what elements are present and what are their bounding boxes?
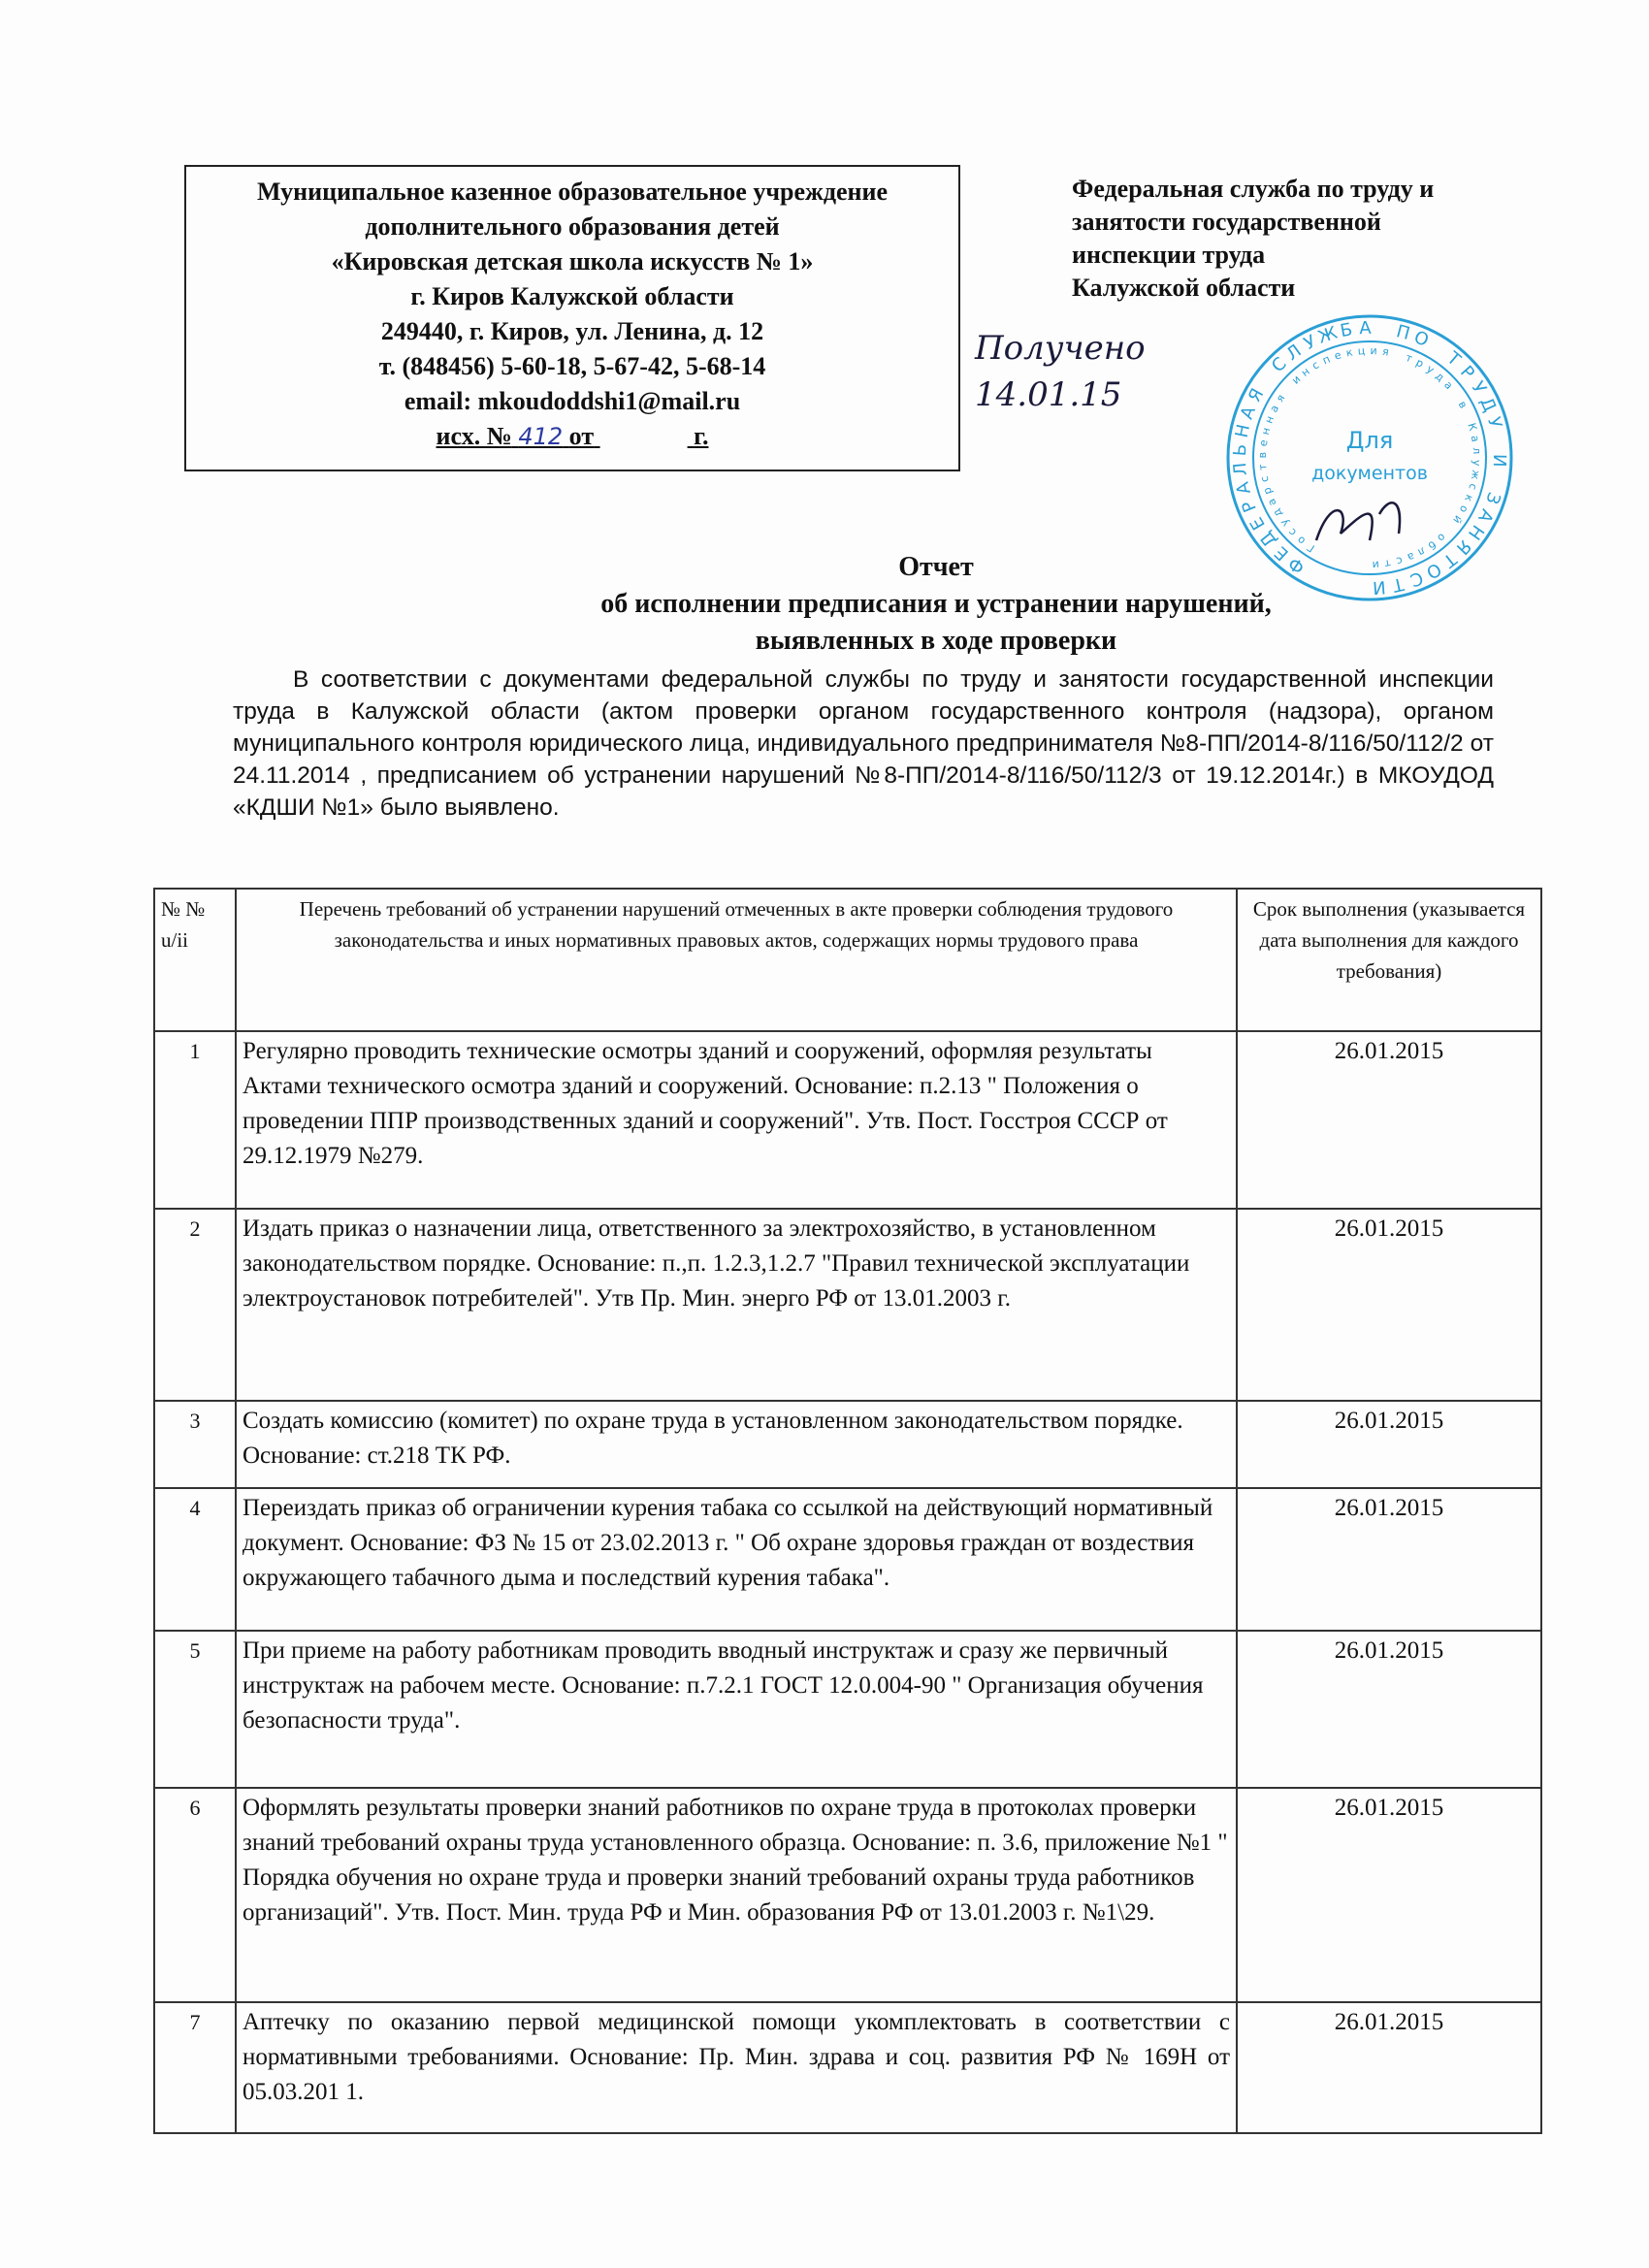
stamp-ring-glyph: с	[1395, 553, 1405, 568]
row-deadline: 26.01.2015	[1237, 1631, 1541, 1788]
row-deadline: 26.01.2015	[1237, 1031, 1541, 1209]
stamp-ring-glyph: д	[1433, 370, 1447, 384]
stamp-ring-glyph: У	[1301, 331, 1320, 355]
row-deadline: 26.01.2015	[1237, 1401, 1541, 1488]
row-requirement: Переиздать приказ об ограничении курения табака со ссылкой на действующий нормативный документ. Основание: ФЗ № 15 от 23.02.2013 г. " Об охране здоровья граждан от воздествия окружающего табачного дыма и последствий курения табака".	[236, 1488, 1237, 1631]
stamp-ring-glyph: С	[1406, 567, 1426, 591]
row-requirement: При приеме на работу работникам проводить вводный инструктаж и сразу же первичный инструктаж на рабочем месте. Основание: п.7.2.1 ГОСТ 12.0.004-90 " Организация обучения безопасности труда".	[236, 1631, 1237, 1788]
row-requirement: Издать приказ о назначении лица, ответственного за электрохозяйство, в установленном законодательством порядке. Основание: п.,п. 1.2.3,1.2.7 "Правил технической эксплуатации электроустановок потребителей". Утв Пр. Мин. энерго РФ от 13.01.2003 г.	[236, 1209, 1237, 1401]
row-number: 7	[154, 2002, 236, 2133]
stamp-ring-glyph: п	[1320, 352, 1333, 368]
stamp-ring-glyph: о	[1456, 502, 1471, 515]
recipient-line: Федеральная служба по труду и	[1072, 175, 1435, 203]
stamp-ring-glyph: Н	[1231, 422, 1255, 440]
table-row	[154, 1401, 1541, 1488]
stamp-ring-glyph: Е	[1271, 541, 1293, 565]
stamp-ring-glyph: у	[1424, 362, 1437, 377]
stamp-ring-glyph: с	[1285, 525, 1300, 539]
stamp-ring-glyph: у	[1470, 459, 1484, 467]
title-line-1: Отчет	[898, 552, 974, 582]
stamp-ring-glyph: Л	[1229, 461, 1252, 477]
row-number: 6	[154, 1788, 236, 2002]
handwritten-signature	[1316, 502, 1400, 540]
table-row	[154, 1788, 1541, 2002]
stamp-ring-glyph: у	[1277, 516, 1292, 530]
row-number: 3	[154, 1401, 236, 1488]
table-row	[154, 1209, 1541, 1401]
row-deadline: 26.01.2015	[1237, 1788, 1541, 2002]
intro-paragraph: В соответствии с документами федеральной службы по труду и занятости государственной инспекции труда в Калужской области (актом проверки органом государственного контроля (надзора), органом муниципального контроля юридического лица, индивидуального предпринимателя №8-ПП/2014-8/116/50/112/2 от 24.11.2014 , предписанием об устранении нарушений №8-ПП/2014-8/116/50/112/3 от 19.12.2014г.) в МКОУДОД «КДШИ №1» было выявлено.	[233, 666, 1494, 821]
stamp-ring-glyph: Р	[1238, 497, 1261, 515]
row-requirement: Аптечку по оказанию первой медицинской помощи укомплектовать в соответствии с нормативными требованиями. Основание: Пр. Мин. здрава и соц. развития РФ № 169Н от 05.03.201 1.	[236, 2002, 1237, 2133]
header-deadline: Срок выполнения (указывается дата выполнения для каждого требования)	[1237, 889, 1541, 1031]
row-requirement: Регулярно проводить технические осмотры зданий и сооружений, оформляя результаты Актами технического осмотра зданий и сооружений. Основание: п.2.13 " Положения о проведении ППР производственных зданий и сооружений". Утв. Пост. Госстроя СССР от 29.12.1979 №279.	[236, 1031, 1237, 1209]
stamp-ring-glyph: О	[1422, 558, 1445, 583]
stamp-ring-glyph: и	[1372, 558, 1380, 571]
table-row	[154, 2002, 1541, 2133]
stamp-ring-glyph: н	[1299, 365, 1312, 379]
outgoing-number-line	[186, 419, 958, 454]
outgoing-year-suffix: г.	[694, 422, 709, 450]
header-requirements: Перечень требований об устранении нарушений отмеченных в акте проверки соблюдения трудового законодательства и иных нормативных правовых актов, содержащих нормы трудового права	[236, 889, 1237, 1031]
sender-line: г. Киров Калужской области	[410, 282, 734, 310]
stamp-ring-glyph: л	[1415, 544, 1428, 559]
stamp-ring-glyph: а	[1441, 378, 1456, 393]
sender-line: дополнительного образования детей	[365, 212, 780, 241]
stamp-ring-glyph: к	[1344, 345, 1354, 360]
row-requirement: Оформлять результаты проверки знаний работников по охране труда в протоколах проверки знаний требований охраны труда установленного образца. Основание: п. 3.6, приложение №1 " Порядка обучения но охране труда и проверки знаний требований охраны труда работников организаций". Утв. Пост. Мин. труда РФ и Мин. образования РФ от 13.01.2003 г. №1\29.	[236, 1788, 1237, 2002]
stamp-ring-glyph: к	[1462, 492, 1476, 504]
stamp-ring-glyph: т	[1383, 556, 1392, 570]
row-number: 5	[154, 1631, 236, 1788]
stamp-ring-glyph: ц	[1357, 344, 1366, 358]
stamp-ring-glyph: Д	[1475, 394, 1501, 415]
stamp-ring-glyph: с	[1257, 474, 1272, 484]
row-number: 1	[154, 1031, 236, 1209]
stamp-ring-glyph: К	[1465, 421, 1480, 433]
stamp-ring-glyph: о	[1294, 533, 1309, 548]
row-number: 4	[154, 1488, 236, 1631]
row-deadline: 26.01.2015	[1237, 1209, 1541, 1401]
stamp-ring-glyph: в	[1255, 451, 1270, 459]
recipient-line: Калужской области	[1072, 274, 1296, 302]
stamp-ring-glyph: Ф	[1284, 552, 1310, 578]
stamp-ring-glyph: О	[1410, 327, 1432, 351]
row-deadline: 26.01.2015	[1237, 2002, 1541, 2133]
stamp-ring-glyph: а	[1405, 549, 1417, 565]
table-row	[154, 1631, 1541, 1788]
stamp-ring-glyph: и	[1370, 343, 1377, 358]
stamp-ring-glyph: Ь	[1229, 443, 1251, 457]
stamp-ring-glyph: о	[1435, 530, 1448, 545]
stamp-center-text-2: документов	[1311, 463, 1428, 484]
sender-email: email: mkoudoddshi1@mail.ru	[404, 387, 741, 415]
header-number: № № u/ii	[154, 889, 236, 1031]
stamp-ring-glyph: н	[1262, 413, 1277, 426]
row-number: 2	[154, 1209, 236, 1401]
stamp-ring-glyph: П	[1394, 321, 1412, 344]
stamp-ring-glyph: У	[1467, 377, 1491, 399]
outgoing-prefix: исх. №	[436, 422, 512, 450]
stamp-ring-glyph: е	[1256, 438, 1271, 447]
handwritten-received: Получено	[975, 329, 1146, 368]
stamp-ring-glyph: т	[1404, 350, 1414, 366]
stamp-ring-glyph: Р	[1455, 362, 1478, 384]
stamp-ring-glyph: а	[1265, 496, 1279, 508]
handwritten-date: 14.01.15	[975, 375, 1122, 414]
stamp-ring-glyph: Г	[1305, 540, 1317, 555]
handwritten-receipt-note	[975, 325, 1217, 418]
stamp-ring-glyph: Я	[1244, 385, 1269, 406]
sender-letterhead-box	[184, 165, 960, 471]
stamp-ring-glyph: й	[1450, 512, 1465, 527]
stamp-ring-glyph: А	[1232, 479, 1255, 497]
stamp-ring-glyph: б	[1425, 537, 1439, 553]
title-line-2: об исполнении предписания и устранении нарушений,	[600, 589, 1272, 619]
stamp-ring-glyph: Я	[1451, 535, 1475, 559]
stamp-ring-glyph: Л	[1282, 340, 1306, 366]
stamp-ring-glyph: Т	[1442, 347, 1465, 371]
report-title	[0, 549, 1649, 660]
stamp-ring-glyph: У	[1482, 414, 1506, 431]
outgoing-from: от	[568, 422, 595, 450]
stamp-ring-glyph: т	[1256, 463, 1270, 471]
stamp-center-text-1: Для	[1345, 427, 1394, 454]
sender-line: «Кировская детская школа искусств № 1»	[331, 247, 814, 275]
stamp-ring-glyph: Е	[1245, 513, 1270, 534]
recipient-line: занятости государственной	[1072, 208, 1381, 236]
stamp-ring-glyph: с	[1310, 358, 1322, 373]
row-deadline: 26.01.2015	[1237, 1488, 1541, 1631]
stamp-ring-glyph: Т	[1390, 572, 1406, 596]
stamp-ring-glyph: а	[1468, 434, 1482, 443]
table-row	[154, 1488, 1541, 1631]
stamp-ring-glyph: д	[1270, 506, 1285, 520]
stamp-ring-glyph: З	[1481, 489, 1504, 507]
table-row	[154, 1031, 1541, 1209]
stamp-ring-glyph: А	[1358, 317, 1372, 340]
stamp-ring-glyph: е	[1332, 348, 1343, 363]
requirements-table	[153, 888, 1542, 2134]
stamp-ring-glyph: н	[1258, 426, 1274, 437]
stamp-ring-glyph: Н	[1463, 521, 1488, 544]
stamp-ring-glyph: Д	[1256, 527, 1281, 551]
stamp-ring-glyph: ж	[1468, 469, 1483, 481]
sender-line: т. (848456) 5-60-18, 5-67-42, 5-68-14	[378, 352, 766, 380]
stamp-ring-glyph: А	[1236, 404, 1260, 422]
stamp-ring-glyph: Ж	[1315, 322, 1341, 348]
outgoing-number-handwritten: 412	[518, 423, 564, 450]
row-requirement: Создать комиссию (комитет) по охране труда в установленном законодательством порядке. Основание: ст.218 ТК РФ.	[236, 1401, 1237, 1488]
recipient-line: инспекции труда	[1072, 241, 1266, 269]
stamp-ring-glyph: А	[1473, 505, 1498, 526]
stamp-ring-glyph: я	[1273, 392, 1288, 405]
stamp-ring-glyph: и	[1289, 373, 1304, 387]
stamp-ring-glyph: И	[1372, 576, 1387, 599]
stamp-ring-glyph: р	[1413, 355, 1426, 371]
stamp-ring-glyph: а	[1267, 403, 1282, 415]
stamp-ring-glyph: с	[1466, 482, 1480, 492]
stamp-ring-glyph: в	[1455, 399, 1471, 411]
sender-line: Муниципальное казенное образовательное учреждение	[256, 178, 889, 206]
stamp-ring-glyph: С	[1268, 353, 1291, 377]
title-line-3: выявленных в ходе проверки	[755, 626, 1117, 656]
stamp-ring-glyph: Б	[1338, 319, 1354, 342]
stamp-ring-glyph: л	[1470, 446, 1484, 455]
stamp-ring-glyph: я	[1381, 344, 1390, 359]
recipient-block	[1072, 173, 1434, 305]
stamp-ring-glyph: Т	[1439, 548, 1461, 571]
stamp-ring-glyph: р	[1260, 485, 1276, 497]
sender-line: 249440, г. Киров, ул. Ленина, д. 12	[380, 317, 764, 345]
table-header-row	[154, 889, 1541, 1031]
stamp-ring-glyph: И	[1488, 453, 1510, 468]
